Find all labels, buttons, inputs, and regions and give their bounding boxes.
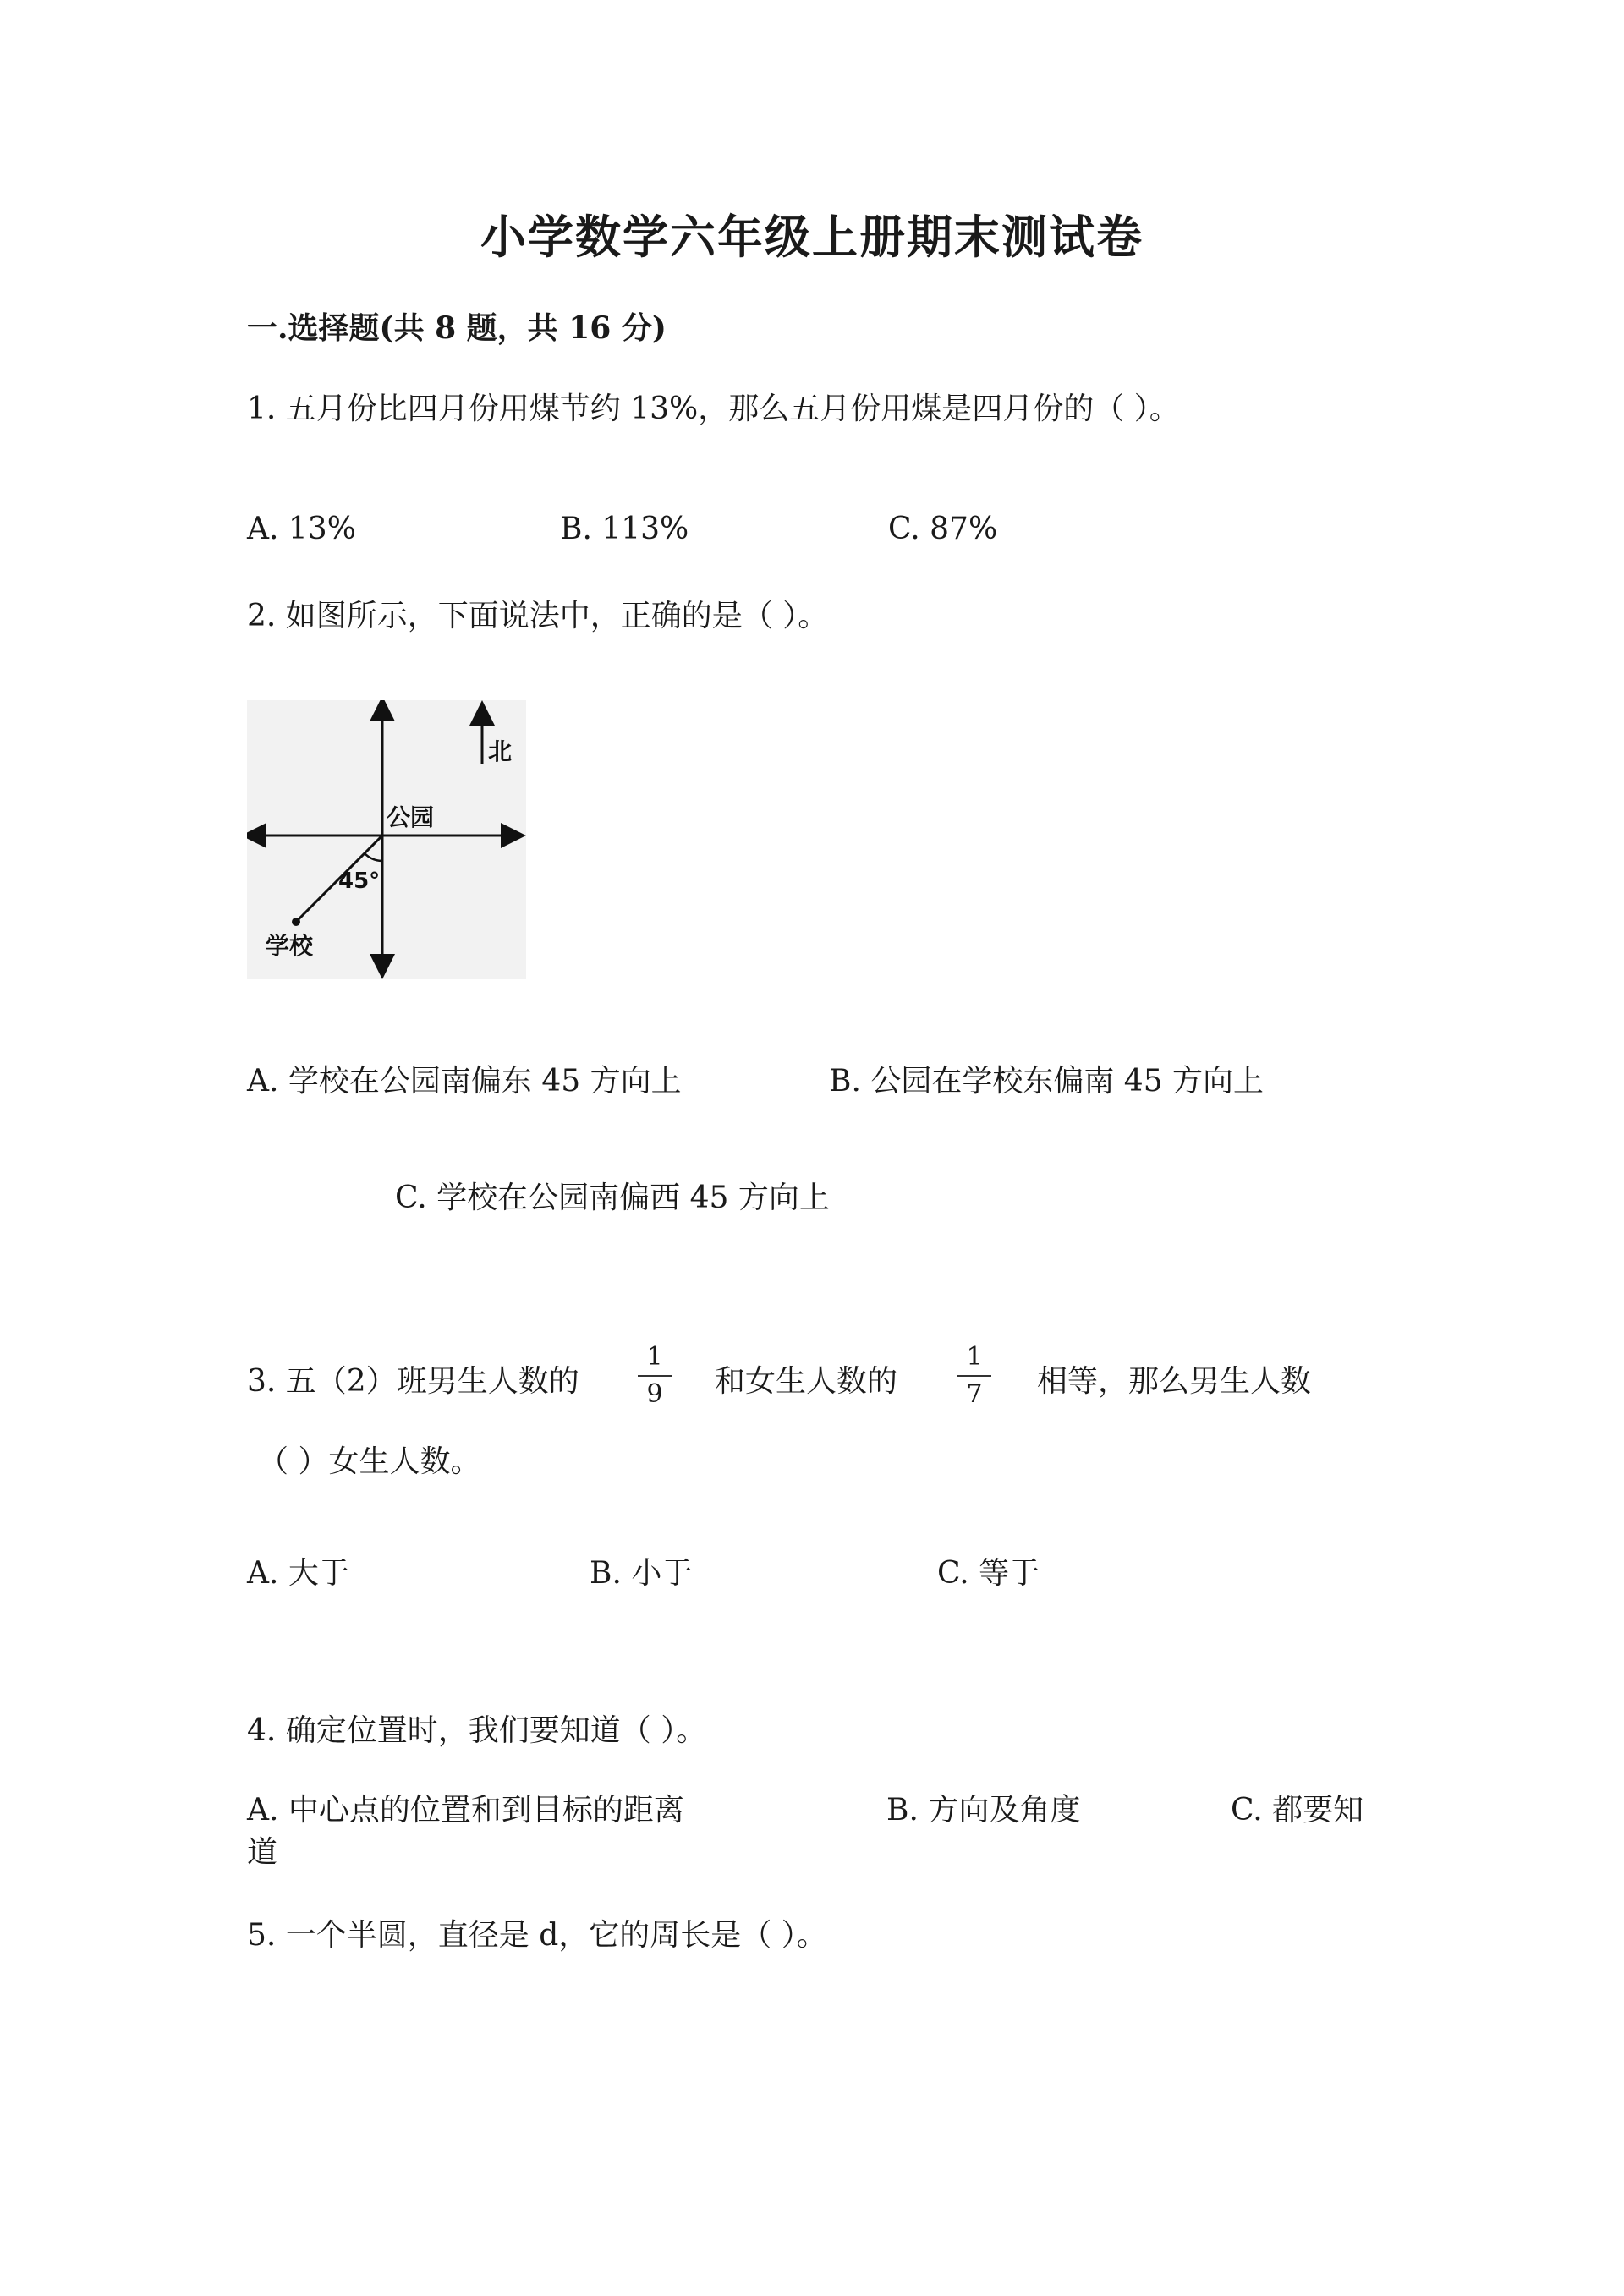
fraction-2-denominator: 7 [966, 1379, 983, 1409]
question-2-stem: 2. 如图所示，下面说法中，正确的是（ ）。 [247, 599, 829, 633]
fraction-1-denominator: 9 [646, 1379, 663, 1409]
question-1-option-c: C. 87% [888, 512, 998, 546]
school-point [292, 918, 300, 926]
question-3-stem-part2: 和女生人数的 [715, 1364, 898, 1399]
section-heading: 一.选择题(共 8 题，共 16 分) [247, 310, 667, 346]
question-2-option-b: B. 公园在学校东偏南 45 方向上 [829, 1064, 1265, 1099]
question-1-option-b: B. 113% [560, 512, 689, 546]
question-1-option-a: A. 13% [247, 512, 356, 546]
question-3-option-c: C. 等于 [937, 1556, 1040, 1591]
angle-label: 45° [338, 869, 381, 894]
school-label: 学校 [266, 932, 314, 960]
question-3-stem-line2: （ ）女生人数。 [258, 1444, 481, 1479]
question-5-stem: 5. 一个半圆，直径是 d，它的周长是（ ）。 [247, 1918, 827, 1953]
question-3-option-a: A. 大于 [247, 1556, 349, 1591]
direction-diagram [247, 700, 526, 979]
question-3-option-b: B. 小于 [590, 1556, 693, 1591]
fraction-one-seventh [957, 1342, 991, 1409]
question-4-option-c-line1: C. 都要知 [1231, 1793, 1364, 1827]
fraction-2-numerator: 1 [966, 1342, 983, 1372]
page-title: 小学数学六年级上册期末测试卷 [480, 210, 1144, 264]
question-4-option-c-line2: 道 [247, 1835, 278, 1870]
question-3-stem-part1: 3. 五（2）班男生人数的 [247, 1364, 579, 1399]
angle-arc [365, 853, 382, 861]
park-label: 公园 [387, 803, 435, 831]
question-2-option-a: A. 学校在公园南偏东 45 方向上 [247, 1064, 682, 1099]
question-4-option-a: A. 中心点的位置和到目标的距离 [247, 1793, 684, 1827]
question-4-stem: 4. 确定位置时，我们要知道（ ）。 [247, 1713, 707, 1748]
question-1-stem: 1. 五月份比四月份用煤节约 13%，那么五月份用煤是四月份的（ ）。 [247, 392, 1180, 426]
north-label: 北 [488, 737, 513, 765]
question-4-option-b: B. 方向及角度 [886, 1793, 1081, 1827]
fraction-one-ninth [638, 1342, 672, 1409]
fraction-1-numerator: 1 [646, 1342, 663, 1372]
question-2-option-c: C. 学校在公园南偏西 45 方向上 [395, 1181, 830, 1215]
question-3-stem-part3: 相等，那么男生人数 [1037, 1364, 1312, 1399]
direction-diagram-svg [247, 700, 526, 979]
